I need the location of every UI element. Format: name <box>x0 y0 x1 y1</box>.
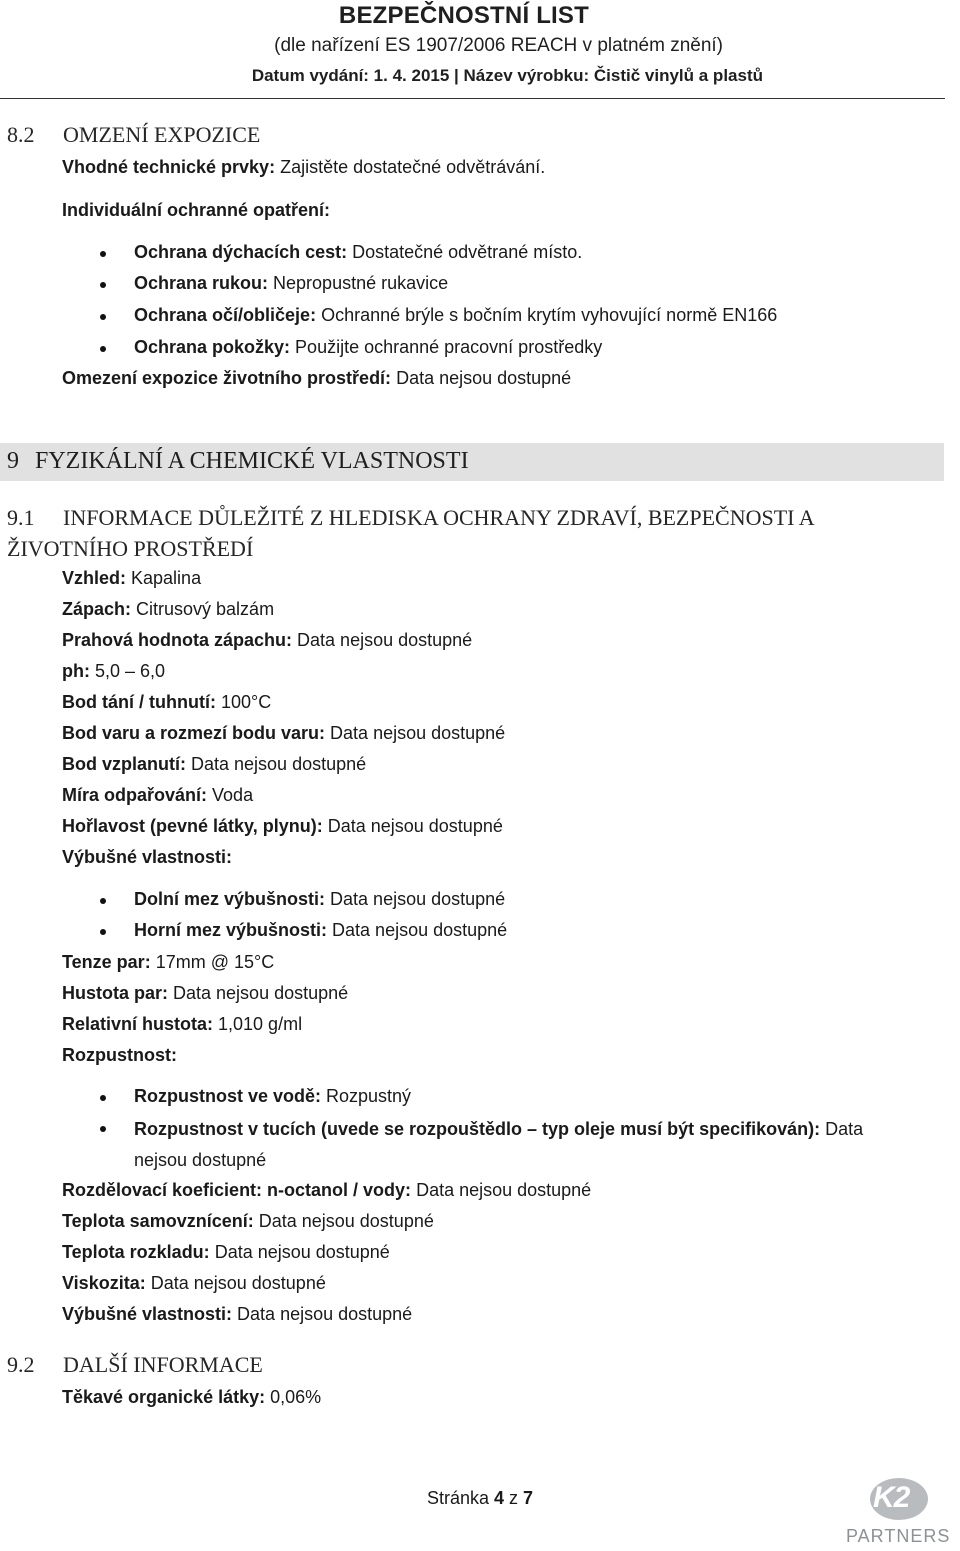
property-label: Hořlavost (pevné látky, plynu): <box>62 816 323 836</box>
property-label: Hustota par: <box>62 983 169 1003</box>
property-line <box>62 1180 591 1201</box>
property-label: Bod varu a rozmezí bodu varu: <box>62 723 326 743</box>
property-label: Horní mez výbušnosti: <box>134 920 328 940</box>
property-value: Nepropustné rukavice <box>268 273 449 293</box>
property-value: Rozpustný <box>321 1086 412 1106</box>
section-number: 8.2 <box>7 122 35 147</box>
property-line <box>62 692 271 713</box>
property-line <box>62 568 201 589</box>
section-title: INFORMACE DŮLEŽITÉ Z HLEDISKA OCHRANY ZDRAVÍ, BEZPEČNOSTI A ŽIVOTNÍHO PROSTŘEDÍ <box>7 505 814 561</box>
property-value: Data nejsou dostupné <box>327 920 508 940</box>
list-item <box>134 920 507 941</box>
section-9-1-heading <box>7 502 907 564</box>
section-title: DALŠÍ INFORMACE <box>63 1352 263 1377</box>
property-value: Voda <box>207 785 254 805</box>
property-line <box>62 1045 177 1066</box>
document-title: BEZPEČNOSTNÍ LIST <box>338 2 589 29</box>
property-label: Zápach: <box>62 599 132 619</box>
page-current: 4 <box>494 1488 505 1508</box>
property-label: ph: <box>62 661 90 681</box>
document-subtitle: (dle nařízení ES 1907/2006 REACH v platném znění) <box>274 35 723 56</box>
list-item <box>134 273 448 294</box>
logo-brand: PARTNERS <box>846 1526 951 1546</box>
list-item <box>134 1114 914 1176</box>
property-label: Teplota samovznícení: <box>62 1211 254 1231</box>
property-line <box>62 847 232 868</box>
property-line <box>62 723 505 744</box>
property-label: Individuální ochranné opatření: <box>62 200 331 220</box>
document-meta: Datum vydání: 1. 4. 2015 | Název výrobku: Čistič vinylů a plastů <box>251 66 763 85</box>
list-item <box>134 889 505 910</box>
property-line <box>62 1387 321 1408</box>
property-label: Vhodné technické prvky: <box>62 157 276 177</box>
property-line <box>62 1304 412 1325</box>
property-line <box>62 1242 390 1263</box>
property-value: 17mm @ 15°C <box>150 952 275 972</box>
property-label: Rozpustnost: <box>62 1045 177 1065</box>
property-label: Výbušné vlastnosti: <box>62 847 233 867</box>
property-label: Relativní hustota: <box>62 1014 214 1034</box>
property-label: Ochrana pokožky: <box>134 337 291 357</box>
property-value: Data nejsou dostupné <box>186 754 367 774</box>
section-number: 9 <box>7 448 19 474</box>
property-line <box>62 816 503 837</box>
page-prefix: Stránka <box>426 1488 494 1508</box>
page-mid: z <box>504 1488 524 1508</box>
property-value: Data nejsou dostupné <box>322 816 503 836</box>
k2-partners-logo-icon <box>842 1478 954 1548</box>
section-title: OMZENÍ EXPOZICE <box>63 122 261 147</box>
list-item <box>134 242 582 263</box>
property-value: 0,06% <box>265 1387 322 1407</box>
property-value: Data nejsou dostupné <box>292 630 473 650</box>
property-value: Citrusový balzám <box>131 599 275 619</box>
document-header <box>0 0 945 99</box>
property-line <box>62 983 348 1004</box>
property-label: Rozpustnost ve vodě: <box>134 1086 322 1106</box>
property-value: 5,0 – 6,0 <box>89 661 166 681</box>
property-label: Tenze par: <box>62 952 151 972</box>
logo-mark: K2 <box>873 1481 910 1514</box>
property-label: Ochrana rukou: <box>134 273 269 293</box>
property-line <box>62 1211 434 1232</box>
property-label: Bod vzplanutí: <box>62 754 186 774</box>
list-item <box>134 1086 411 1107</box>
property-value: Použijte ochranné pracovní prostředky <box>290 337 603 357</box>
property-line <box>62 200 330 221</box>
property-label: Ochrana dýchacích cest: <box>134 242 348 262</box>
property-label: Těkavé organické látky: <box>62 1387 266 1407</box>
property-label: Omezení expozice životního prostředí: <box>62 368 392 388</box>
property-value: Data nejsou dostupné <box>411 1180 592 1200</box>
property-label: Vzhled: <box>62 568 127 588</box>
section-8-2-heading <box>7 122 260 148</box>
property-line <box>62 1273 326 1294</box>
property-label: Rozpustnost v tucích (uvede se rozpouštědlo – typ oleje musí být specifikován): <box>134 1119 821 1139</box>
property-value: Data nejsou dostupné <box>209 1242 390 1262</box>
property-label: Dolní mez výbušnosti: <box>134 889 326 909</box>
property-value: Data nejsou dostupné <box>391 368 572 388</box>
property-label: Míra odpařování: <box>62 785 208 805</box>
property-line <box>62 1014 302 1035</box>
property-line <box>62 785 253 806</box>
property-value: Data nejsou dostupné <box>168 983 349 1003</box>
property-value: Data nejsou dostupné <box>325 889 506 909</box>
section-9-band <box>0 443 944 481</box>
property-value: Kapalina <box>126 568 202 588</box>
property-label: Bod tání / tuhnutí: <box>62 692 216 712</box>
property-line <box>62 952 274 973</box>
page-footer <box>0 1488 960 1509</box>
property-label: Teplota rozkladu: <box>62 1242 210 1262</box>
property-value: Data nejsou dostupné <box>325 723 506 743</box>
property-line <box>62 630 472 651</box>
property-label: Rozdělovací koeficient: n-octanol / vody: <box>62 1180 412 1200</box>
property-value: 100°C <box>215 692 272 712</box>
property-value: Data nejsou dostupné <box>145 1273 326 1293</box>
property-value: Zajistěte dostatečné odvětrávání. <box>275 157 546 177</box>
property-label: Ochrana očí/obličeje: <box>134 305 317 325</box>
property-line <box>62 754 366 775</box>
property-value: Data nejsou dostupné <box>232 1304 413 1324</box>
property-label: Výbušné vlastnosti: <box>62 1304 233 1324</box>
property-value: 1,010 g/ml <box>213 1014 303 1034</box>
property-label: Viskozita: <box>62 1273 146 1293</box>
page-total: 7 <box>523 1488 534 1508</box>
property-line <box>62 157 545 178</box>
list-item <box>134 337 602 358</box>
section-9-heading <box>7 448 469 475</box>
section-title: FYZIKÁLNÍ A CHEMICKÉ VLASTNOSTI <box>35 448 469 474</box>
section-9-2-heading <box>7 1352 263 1378</box>
property-label: Prahová hodnota zápachu: <box>62 630 293 650</box>
section-number: 9.2 <box>7 1352 35 1377</box>
section-number: 9.1 <box>7 505 35 530</box>
property-value: Data nejsou dostupné <box>134 1119 864 1170</box>
list-item <box>134 305 777 326</box>
property-line <box>62 661 165 682</box>
property-line <box>62 368 571 389</box>
property-value: Ochranné brýle s bočním krytím vyhovující normě EN166 <box>316 305 778 325</box>
property-value: Data nejsou dostupné <box>253 1211 434 1231</box>
property-value: Dostatečné odvětrané místo. <box>347 242 583 262</box>
property-line <box>62 599 274 620</box>
